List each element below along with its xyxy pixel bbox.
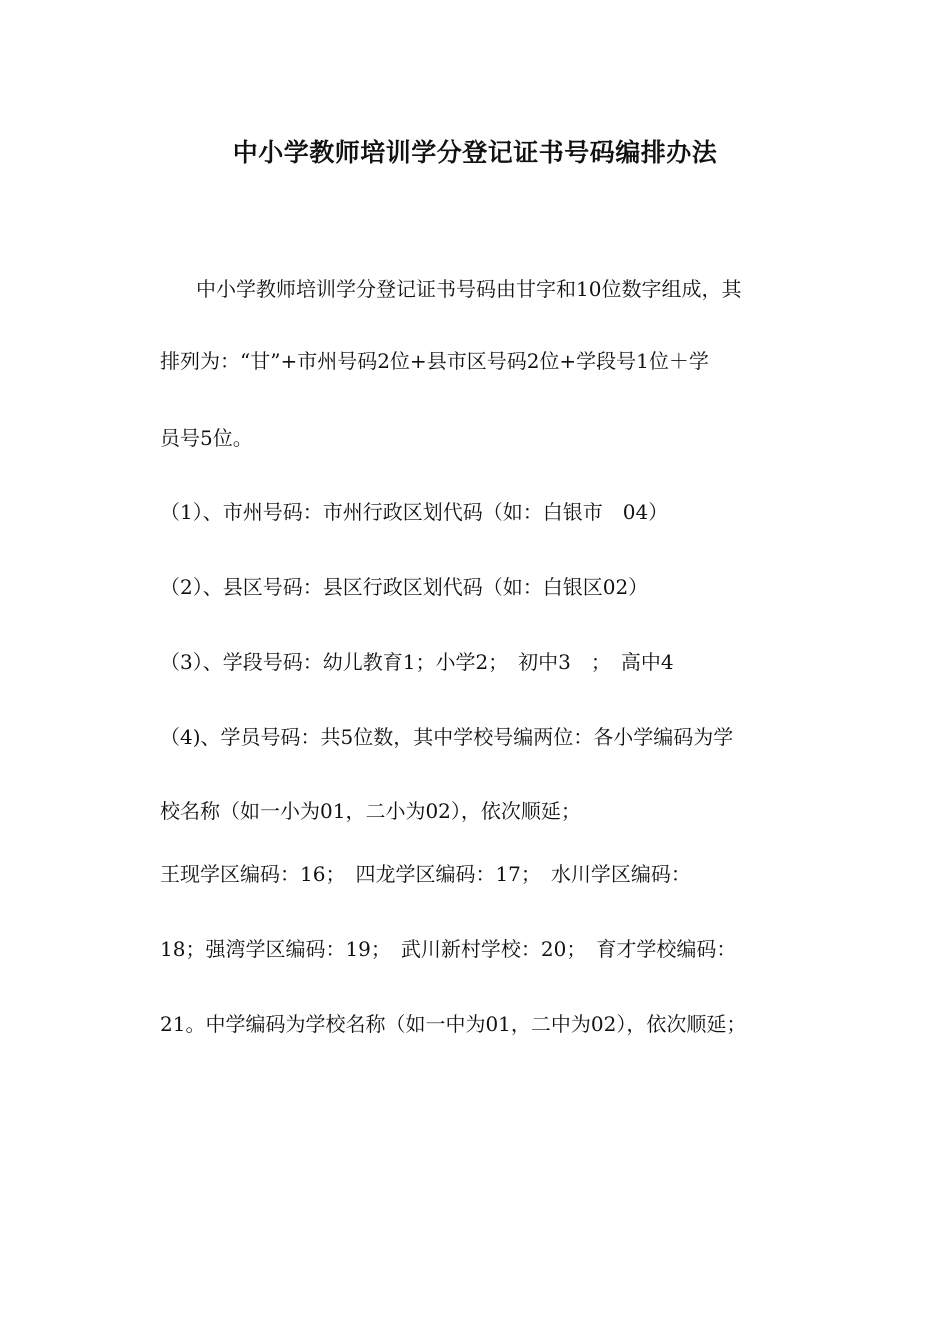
paragraph-line: 18；强湾学区编码：19； 武川新村学校：20； 育才学校编码： (160, 937, 737, 961)
document-title: 中小学教师培训学分登记证书号码编排办法 (232, 138, 718, 167)
list-item: （2）、县区号码：县区行政区划代码（如：白银区02） (160, 575, 649, 599)
list-item: （4)、学员号码：共5位数，其中学校号编两位：各小学编码为学 (160, 725, 734, 749)
list-item: （3）、学段号码：幼儿教育1；小学2； 初中3 ； 高中4 (160, 650, 674, 674)
paragraph-line: 中小学教师培训学分登记证书号码由甘字和10位数字组成，其 (196, 277, 742, 301)
list-item: （1）、市州号码：市州行政区划代码（如：白银市 04） (160, 500, 669, 524)
paragraph-line: 21。中学编码为学校名称（如一中为01，二中为02），依次顺延； (160, 1012, 747, 1036)
paragraph-line: 员号5位。 (160, 426, 253, 450)
paragraph-line: 校名称（如一小为01，二小为02），依次顺延； (160, 799, 581, 823)
paragraph-line: 排列为：“甘”+市州号码2位+县市区号码2位+学段号1位＋学 (160, 349, 709, 373)
paragraph-line: 王现学区编码：16； 四龙学区编码：17； 水川学区编码： (160, 862, 691, 886)
